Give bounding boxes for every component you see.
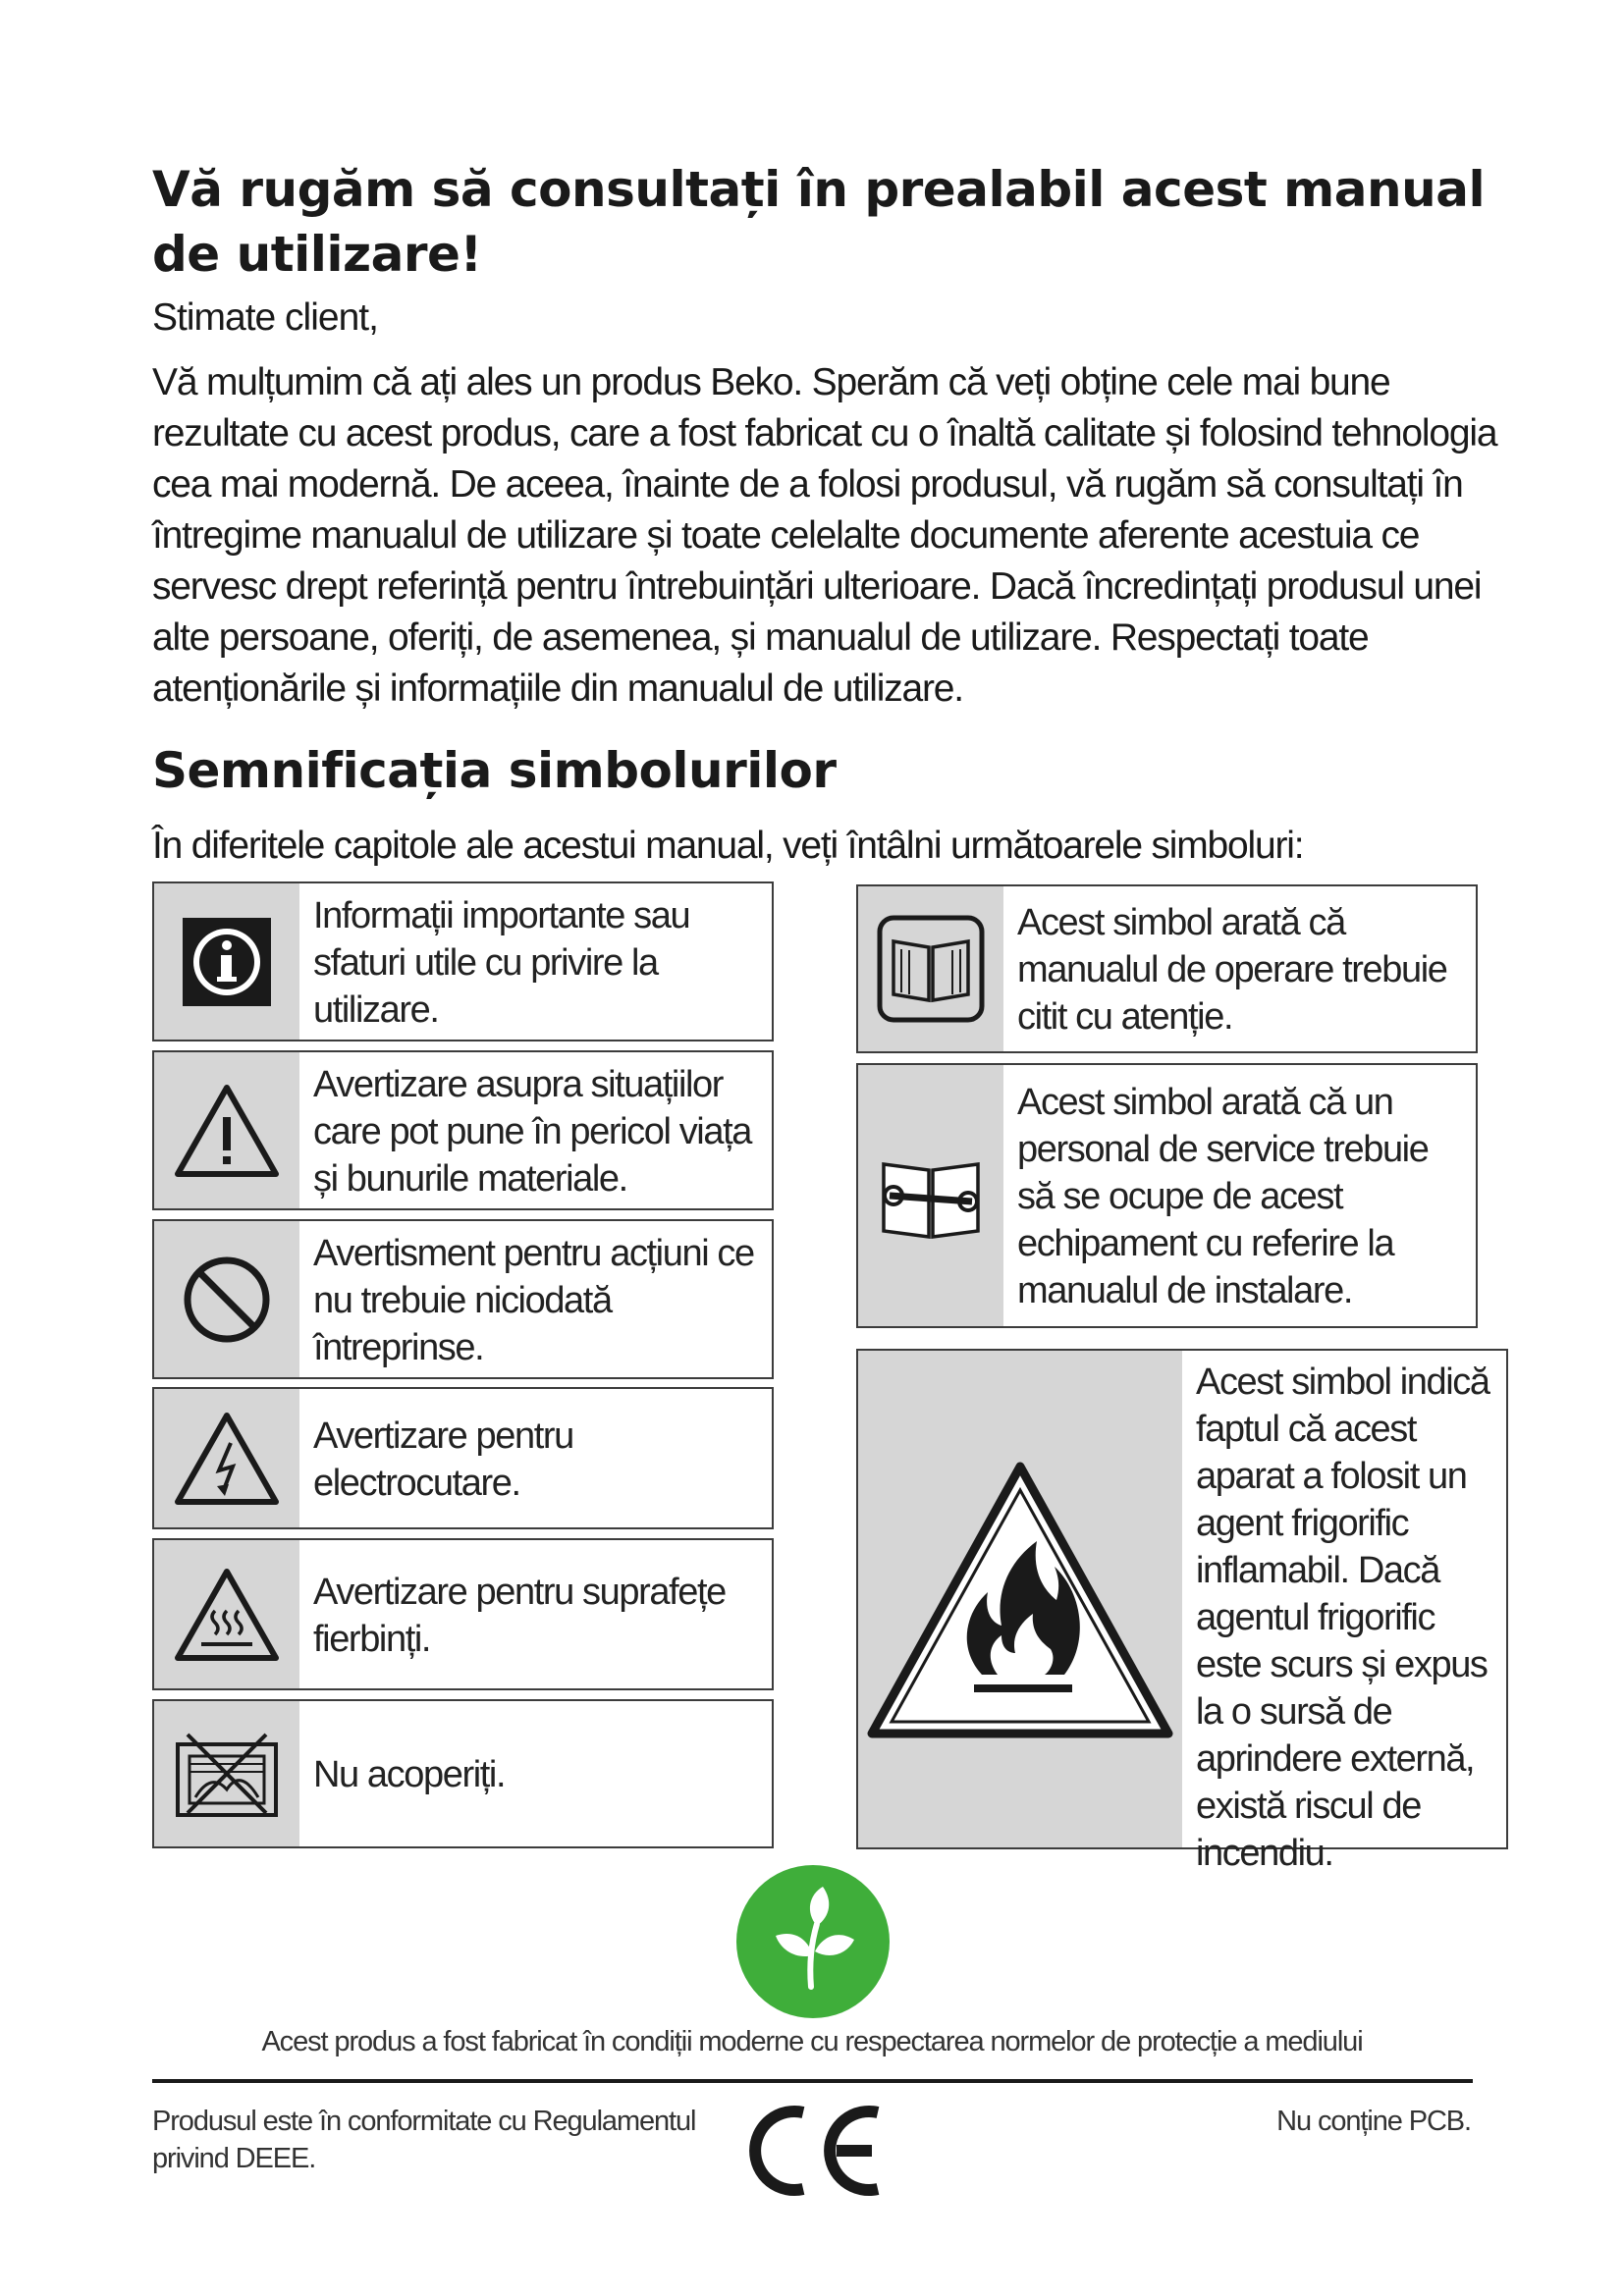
eco-leaf-icon	[736, 1865, 890, 2018]
symbol-text: Informații importante sau sfaturi utile cu privire la utilizare.	[313, 894, 690, 1031]
symbol-text: Avertizare pentru electrocutare.	[313, 1415, 573, 1504]
symbol-prohibited	[152, 1219, 774, 1379]
symbol-text: Acest simbol indică faptul că acest aparat a folosit un agent frigorific inflamabil. Dacă agentul frigorific este scurs și expus la o sursă de aprindere externă, există riscul de incendiu.	[1196, 1362, 1489, 1874]
weee-note: Produsul este în conformitate cu Regulamentul privind DEEE.	[152, 2106, 696, 2174]
hot-surface-icon	[172, 1566, 282, 1664]
symbol-flammable	[856, 1349, 1508, 1874]
service-manual-icon	[876, 1147, 986, 1245]
symbol-read-manual	[856, 884, 1478, 1053]
symbols-heading: Semnificația simbolurilor	[152, 742, 837, 799]
footer-divider	[152, 2079, 1473, 2083]
warning-triangle-icon	[172, 1082, 282, 1180]
symbol-text: Acest simbol arată că un personal de service trebuie să se ocupe de acest echipament cu referire la manualul de instalare.	[1017, 1082, 1429, 1311]
info-icon	[181, 916, 273, 1008]
symbol-text: Nu acoperiți.	[313, 1754, 506, 1795]
ce-mark-icon	[742, 2099, 890, 2203]
intro-paragraph: Vă mulțumim că ați ales un produs Beko. Sperăm că veți obține cele mai bune rezultate cu acest produs, care a fost fabricat cu o înaltă calitate și folosind tehnologia cea mai modernă. De aceea, înainte de a folosi produsul, vă rugăm să consultați în întregime manualul de utilizare și toate celelalte documente aferente acestuia ce servesc drept referință pentru întrebuințări ulterioare. Dacă încredințați produsul unei alte persoane, oferiți, de asemenea, și manualul de utilizare. Respectați toate atenționările și informațiile din manualul de utilizare.	[152, 361, 1497, 710]
symbol-text: Avertizare pentru suprafețe fierbinți.	[313, 1571, 726, 1660]
symbols-intro: În diferitele capitole ale acestui manual, veți întâlni următoarele simboluri:	[152, 825, 1304, 867]
symbol-text: Avertizare asupra situațiilor care pot pune în pericol viața și bunurile materiale.	[313, 1063, 751, 1200]
environment-note: Acest produs a fost fabricat în condiții moderne cu respectarea normelor de protecție a mediului	[261, 2026, 1363, 2057]
read-manual-icon	[876, 914, 986, 1024]
symbol-text: Acest simbol arată că manualul de operare trebuie citit cu atenție.	[1017, 902, 1447, 1038]
symbol-do-not-cover	[152, 1699, 774, 1848]
greeting: Stimate client,	[152, 296, 378, 339]
prohibited-icon	[180, 1253, 274, 1347]
electric-shock-icon	[172, 1410, 282, 1508]
page-title: Vă rugăm să consultați în prealabil acest manual de utilizare!	[152, 161, 1486, 283]
symbol-warning	[152, 1050, 774, 1210]
pcb-note: Nu conține PCB.	[1276, 2106, 1471, 2137]
symbol-info	[152, 881, 774, 1041]
flammable-icon	[864, 1457, 1176, 1741]
do-not-cover-icon	[174, 1729, 280, 1819]
symbol-text: Avertisment pentru acțiuni ce nu trebuie niciodată întreprinse.	[313, 1232, 754, 1368]
symbol-electric	[152, 1387, 774, 1529]
symbol-hot-surface	[152, 1538, 774, 1690]
symbol-service-manual	[856, 1063, 1478, 1328]
